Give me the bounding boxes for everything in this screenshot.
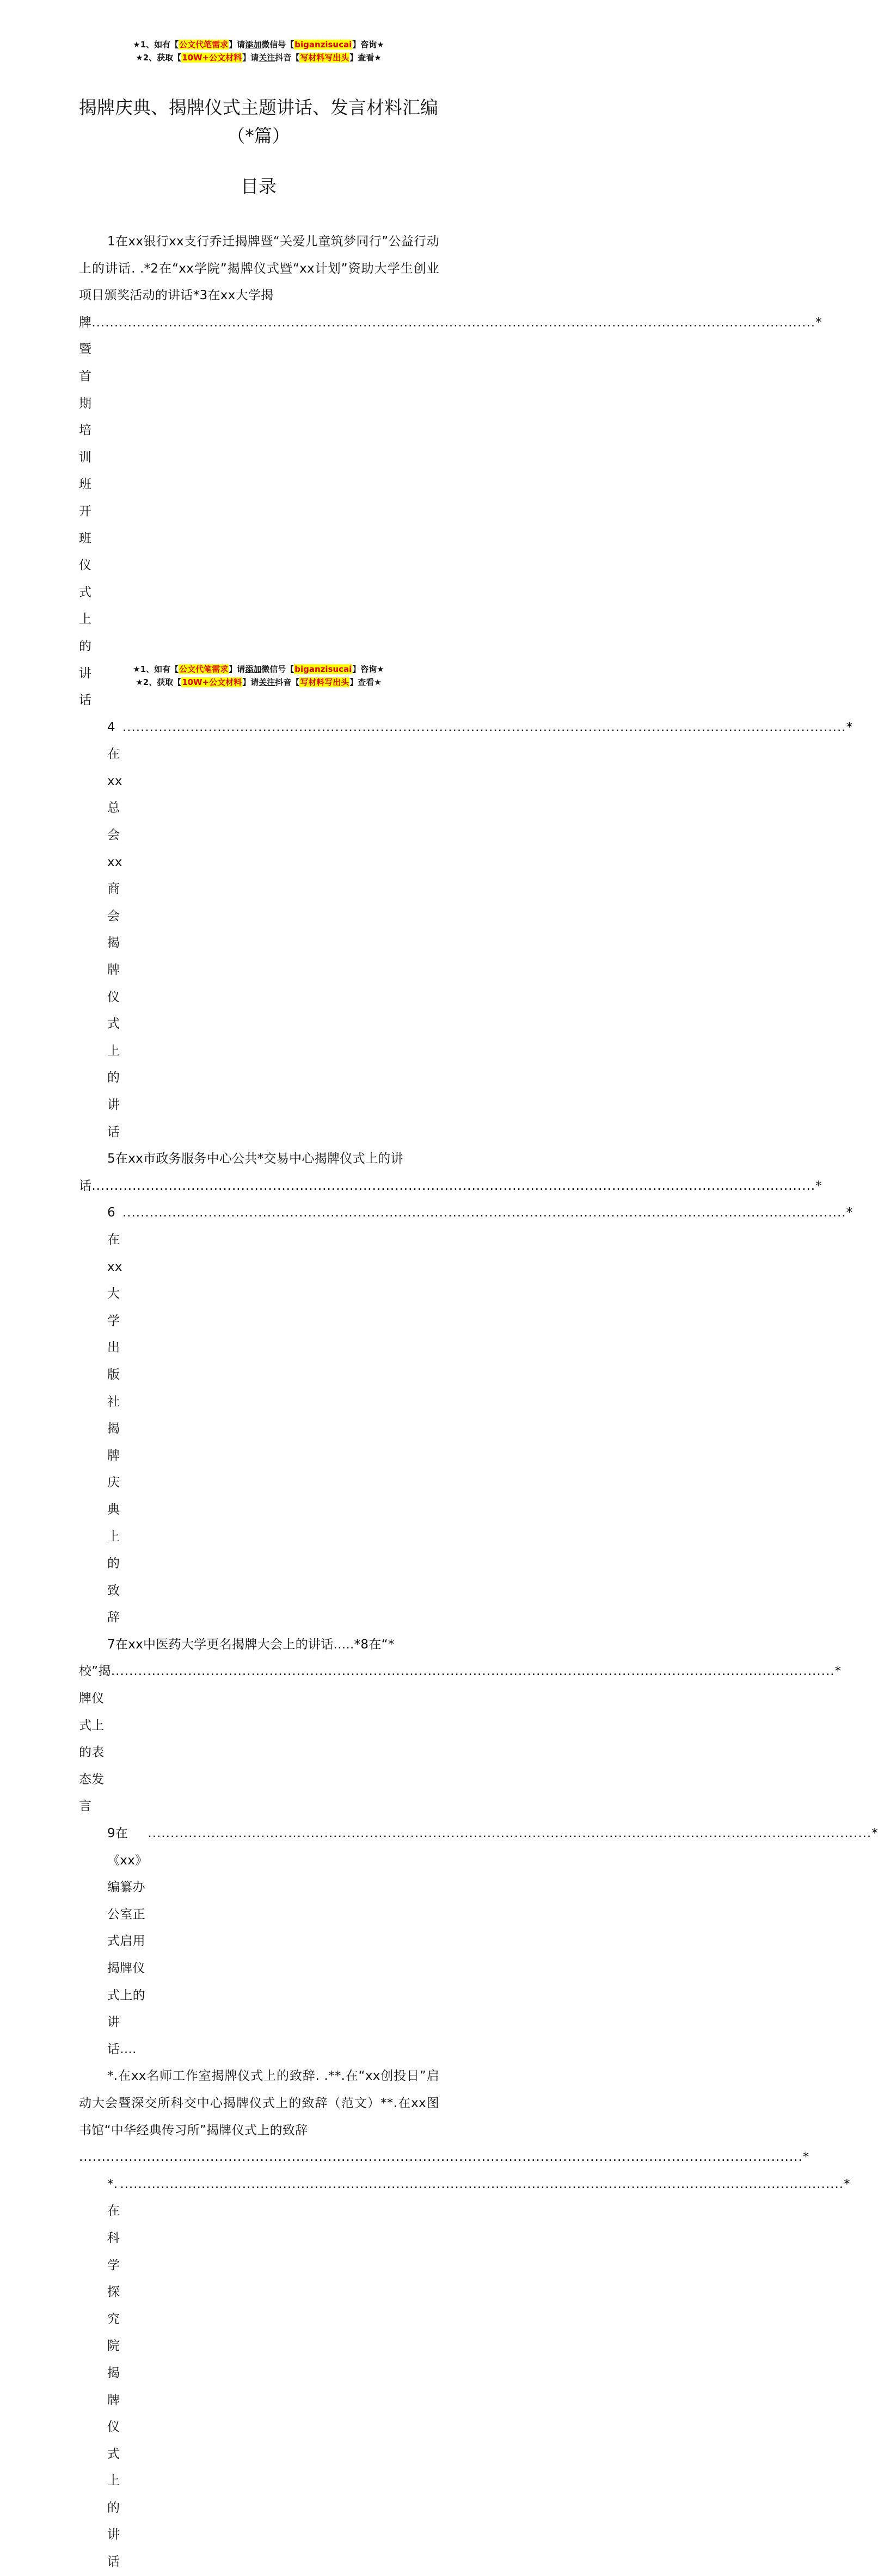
toc-entry-4: 4在xx总会xx商会揭牌仪式上的讲话 ..... * xyxy=(79,714,439,1146)
highlight-wechat: biganzisucai xyxy=(294,40,352,50)
table-of-contents xyxy=(79,228,878,2576)
highlight-douyin: 写材料写出头 xyxy=(300,53,349,63)
dot-leader xyxy=(148,1820,871,1848)
toc-heading: 目录 xyxy=(241,176,277,197)
toc-entry-13: *.在科学探究院揭牌仪式上的讲话 ..... * xyxy=(79,2171,439,2576)
toc-entry-5: 5在xx市政务服务中心公共*交易中心揭牌仪式上的讲 xyxy=(107,1152,403,1166)
dot-leader xyxy=(122,1200,846,1227)
toc-entry-1-end: 牌暨首期培训班开班仪式上的讲话 ..... * xyxy=(79,310,439,714)
toc-entry-10-12: *.在xx名师工作室揭牌仪式上的致辞. .**.在“xx创投日”启动大会暨深交所科交中心揭牌仪式上的致辞（范文）**.在xx图书馆“中华经典传习所”揭牌仪式上的致辞 xyxy=(79,2069,439,2138)
toc-entry-6: 6在xx大学出版社揭牌庆典上的致辞 ..... * xyxy=(79,1200,439,1632)
highlight-douyin: 写材料写出头 xyxy=(300,677,349,687)
toc-entry-12-end: ..... * xyxy=(79,2144,439,2171)
banner-line-2: ★2、获取【10W+公文材料】请关注抖音【写材料写出头】查看★ xyxy=(136,53,382,63)
highlight-service: 公文代笔需求 xyxy=(179,664,229,674)
banner-line-1: ★1、如有【公文代笔需求】请添加微信号【biganzisucai】咨询★ xyxy=(133,40,384,50)
toc-entry-1: 1在xx银行xx支行乔迁揭牌暨“关爱儿童筑梦同行”公益行动上的讲话. .*2在“xx学院”揭牌仪式暨“xx计划”资助大学生创业项目颁奖活动的讲话*3在xx大学揭 xyxy=(79,234,439,303)
highlight-service: 公文代笔需求 xyxy=(179,40,229,50)
toc-entry-8-end: 校”揭牌仪式上的表态发言 ..... * xyxy=(79,1658,439,1820)
dot-leader xyxy=(111,1658,835,1685)
toc-entry-7: 7在xx中医药大学更名揭牌大会上的讲话.....*8在“* xyxy=(107,1637,395,1652)
header-banner xyxy=(0,38,517,64)
toc-entry-9: 9在《xx》编纂办公室正式启用揭牌仪式上的讲话.... ..... * xyxy=(79,1820,439,2063)
highlight-materials: 10W+公文材料 xyxy=(182,677,242,687)
highlight-materials: 10W+公文材料 xyxy=(182,53,242,63)
dot-leader xyxy=(79,2144,803,2171)
document-title: 揭牌庆典、揭牌仪式主题讲话、发言材料汇编（*篇） xyxy=(79,97,438,146)
footer-line-1: ★1、如有【公文代笔需求】请添加微信号【biganzisucai】咨询★ xyxy=(133,664,384,674)
dot-leader xyxy=(122,714,846,742)
dot-leader xyxy=(91,1173,815,1200)
footer-banner xyxy=(0,663,517,689)
footer-line-2: ★2、获取【10W+公文材料】请关注抖音【写材料写出头】查看★ xyxy=(136,677,382,687)
highlight-wechat: biganzisucai xyxy=(294,664,352,674)
toc-entry-5-end: 话 ..... * xyxy=(79,1173,439,1200)
dot-leader xyxy=(120,2171,844,2198)
dot-leader xyxy=(91,310,815,337)
